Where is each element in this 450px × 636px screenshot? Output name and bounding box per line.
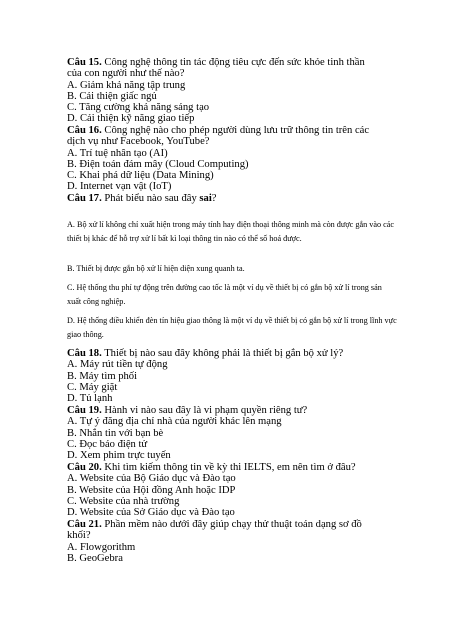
option-a: A. Tự ý đăng địa chỉ nhà của người khác lên mạng <box>67 416 282 428</box>
question-label: Câu 21. <box>67 519 102 530</box>
question-label: Câu 20. <box>67 462 102 473</box>
question-21-stem: Câu 21. Phần mềm nào dưới đây giúp chạy thử thuật toán dạng sơ đồ <box>67 519 362 530</box>
question-label: Câu 15. <box>67 57 102 68</box>
question-16 <box>67 125 397 193</box>
option-c: C. Website của nhà trường <box>67 495 180 507</box>
question-17-option-c: C. Hệ thống thu phí tự động trên đường cao tốc là một ví dụ về thiết bị có gắn bộ xử lí trong sản xuất công nghiệp. <box>67 283 382 306</box>
option-d: D. Cải thiện kỹ năng giao tiếp <box>67 113 195 125</box>
option-b: B. Điện toán đám mây (Cloud Computing) <box>67 158 249 170</box>
question-17-option-d: D. Hệ thống điều khiển đèn tín hiệu giao thông là một ví dụ về thiết bị có gắn bộ xử lí trong lĩnh vực giao thông. <box>67 316 397 339</box>
emphasis-word: sai <box>199 193 212 204</box>
question-17-option-a: A. Bộ xử lí không chỉ xuất hiện trong máy tính hay điện thoại thông minh mà còn được gắn vào các thiết bị khác để hỗ trợ xử lí bất kì loại thông tin nào có thể số hoá được. <box>67 220 394 243</box>
question-21 <box>67 519 397 564</box>
option-b: B. Nhắn tin với bạn bè <box>67 427 164 439</box>
option-a: A. Giảm khả năng tập trung <box>67 79 186 91</box>
question-18-stem: Câu 18. Thiết bị nào sau đây không phải là thiết bị gắn bộ xử lý? <box>67 348 344 359</box>
option-c: C. Máy giặt <box>67 381 118 393</box>
option-b: B. Cải thiện giấc ngủ <box>67 90 157 102</box>
option-b: B. GeoGebra <box>67 552 123 564</box>
question-label: Câu 16. <box>67 125 102 136</box>
option-d: D. Tủ lạnh <box>67 393 113 405</box>
option-d: D. Internet vạn vật (IoT) <box>67 181 172 193</box>
option-a: A. Flowgorithm <box>67 541 136 553</box>
option-c: C. Đọc báo điện tử <box>67 438 148 450</box>
question-15 <box>67 57 397 125</box>
question-20 <box>67 462 397 518</box>
question-17-option-b: B. Thiết bị được gắn bộ xử lí hiện diện xung quanh ta. <box>67 264 245 273</box>
question-17 <box>67 193 397 204</box>
question-label: Câu 19. <box>67 405 102 416</box>
option-b: B. Máy tìm phối <box>67 370 138 382</box>
question-15-stem: Câu 15. Công nghệ thông tin tác động tiêu cực đến sức khỏe tinh thần <box>67 57 365 68</box>
option-a: A. Website của Bộ Giáo dục và Đào tạo <box>67 473 236 485</box>
question-18 <box>67 348 397 404</box>
option-c: C. Tăng cường khả năng sáng tạo <box>67 102 210 114</box>
question-label: Câu 17. <box>67 193 102 204</box>
option-c: C. Khai phá dữ liệu (Data Mining) <box>67 170 214 182</box>
question-21-stem-cont: khối? <box>67 530 91 542</box>
question-19 <box>67 405 397 461</box>
question-16-stem-cont: dịch vụ như Facebook, YouTube? <box>67 136 210 148</box>
question-20-stem: Câu 20. Khi tìm kiếm thông tin về kỳ thi IELTS, em nên tìm ở đâu? <box>67 462 356 473</box>
question-label: Câu 18. <box>67 348 102 359</box>
question-16-stem: Câu 16. Công nghệ nào cho phép người dùng lưu trữ thông tin trên các <box>67 125 370 136</box>
question-17-stem: Câu 17. Phát biểu nào sau đây sai? <box>67 193 217 204</box>
option-b: B. Website của Hội đồng Anh hoặc IDP <box>67 484 236 496</box>
option-a: A. Máy rút tiền tự động <box>67 359 168 371</box>
option-d: D. Xem phim trực tuyến <box>67 450 171 462</box>
option-d: D. Website của Sở Giáo dục và Đào tạo <box>67 507 235 519</box>
option-a: A. Trí tuệ nhân tạo (AI) <box>67 147 168 159</box>
question-15-stem-cont: của con người như thế nào? <box>67 68 185 80</box>
question-19-stem: Câu 19. Hành vi nào sau đây là vi phạm quyền riêng tư? <box>67 405 308 416</box>
